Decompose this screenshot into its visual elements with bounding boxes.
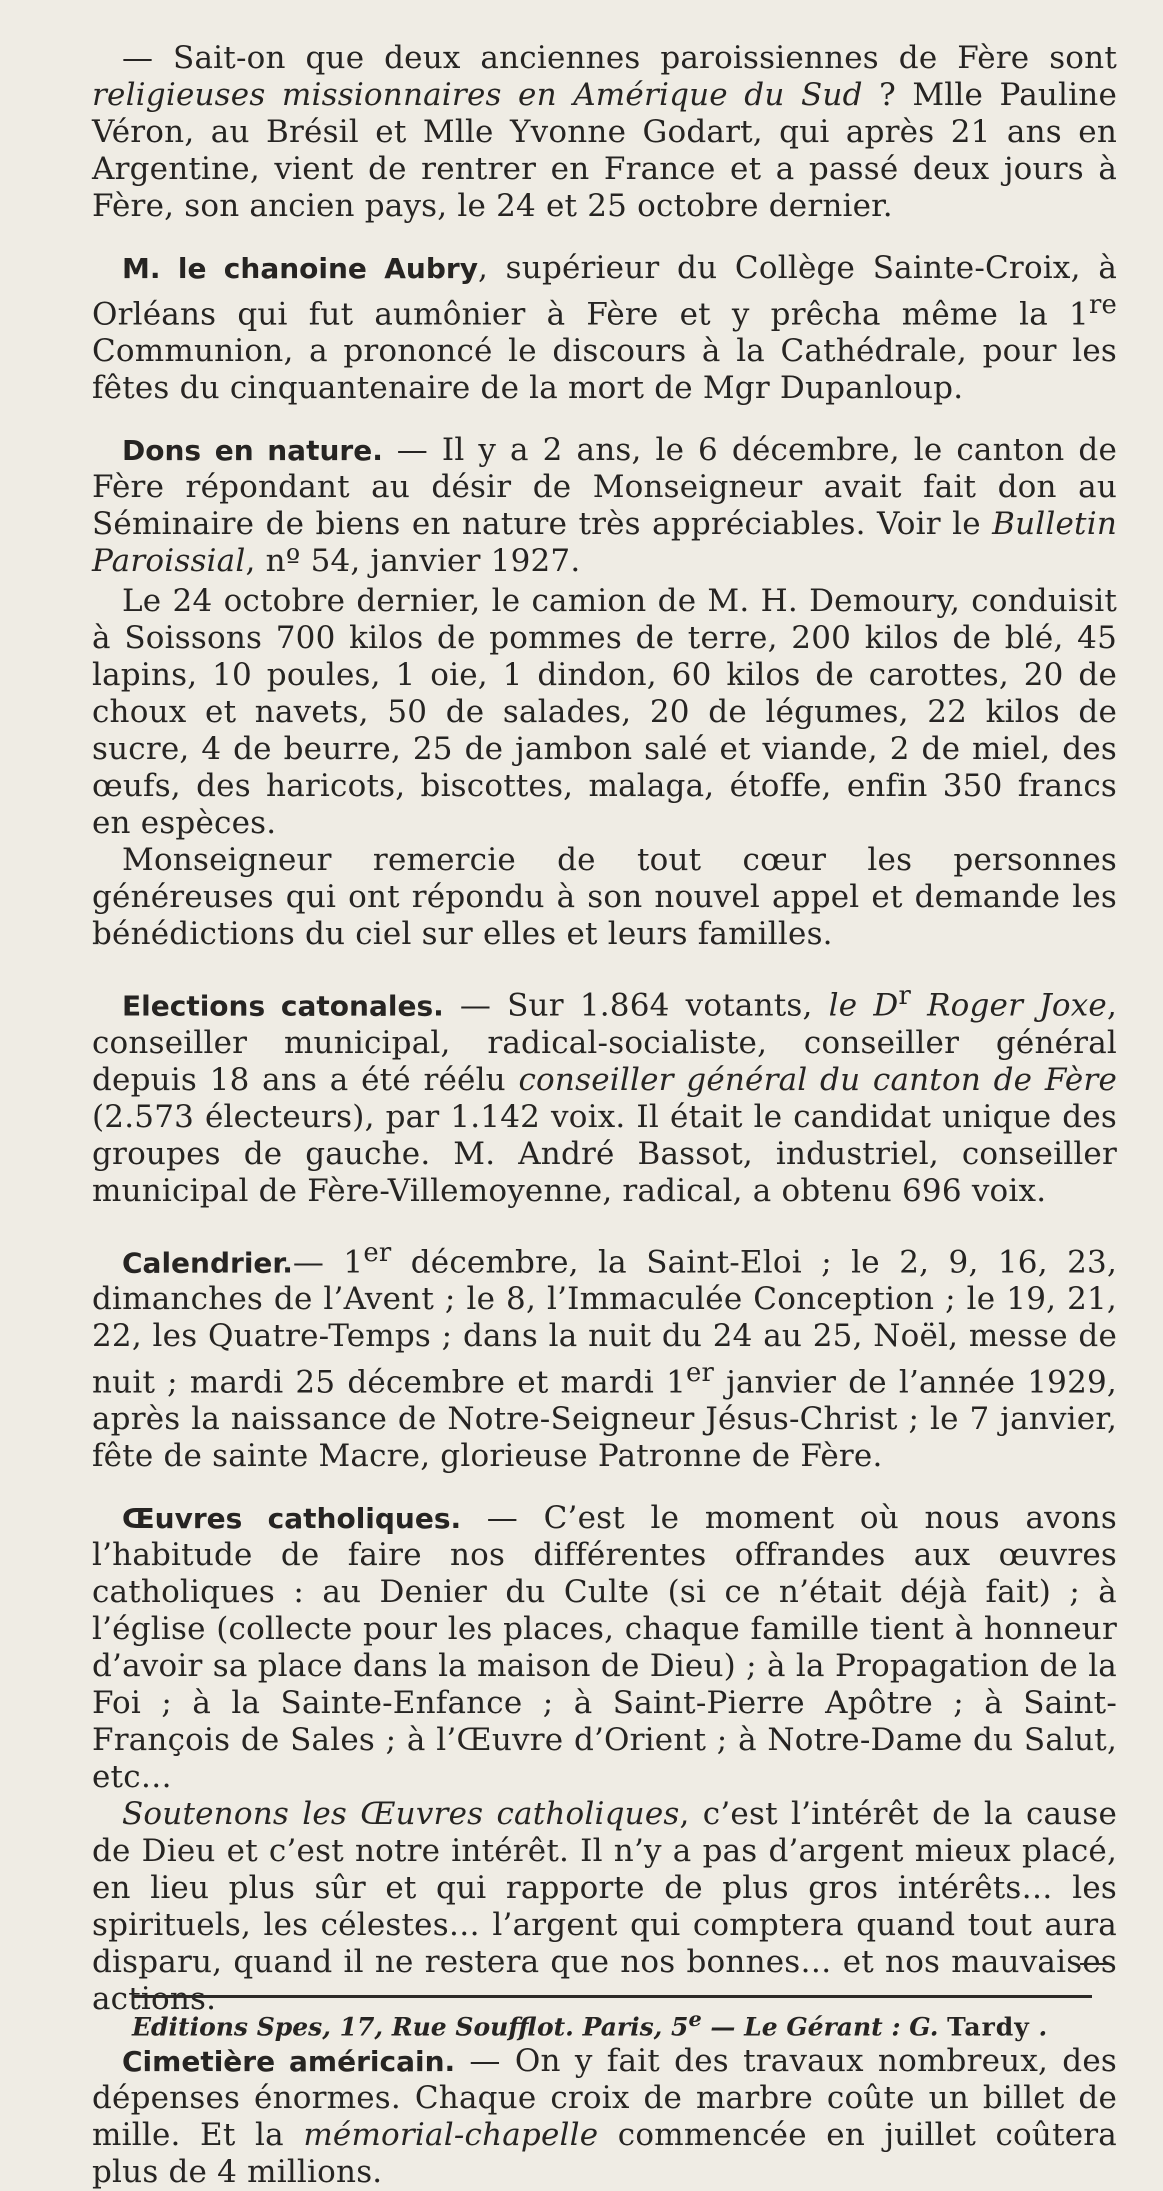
superscript: re [1088,290,1117,320]
text: ? Mlle Pauline Véron, au Brésil et Mlle Yvonne Godart, qui après 21 ans en Argentine, vient de rentrer en France et a passé deux jours à Fère, son ancien pays, le 24 et 25 octobre dernier. [92,77,1117,224]
text: Monseigneur remercie de tout cœur les personnes généreuses qui ont répondu à son nouvel appel et demande les bénédictions du ciel sur elles et leurs familles. [92,842,1117,953]
section-heading: Dons en nature. [122,434,383,468]
manager-name: Tardy [947,2012,1030,2042]
section-heading: Calendrier. [122,1245,293,1279]
text: — Sur 1.864 votants, [443,987,829,1024]
emphasis: conseiller général du canton de Fère [518,1061,1117,1098]
emphasis: Bulletin Paroissial [92,506,1117,580]
paragraph-calendrier [92,1235,1117,1476]
section-heading: Elections catonales. [122,989,444,1023]
paragraph-dons-en-nature [92,432,1117,580]
publisher-address: Editions Spes, 17, Rue Soufflot. Paris, 5 [132,2012,689,2042]
paragraph-camion [92,583,1117,842]
paragraph-missionaries [92,40,1117,225]
text: — Sait-on que deux anciennes paroissiennes de Fère sont [122,40,1117,76]
text: Communion, a prononcé le discours à la Cathédrale, pour les fêtes du cinquantenaire de la mort de Mgr Dupanloup. [92,333,1117,407]
text: (2.573 électeurs), par 1.142 voix. Il était le candidat unique des groupes de gauche. M. André Bassot, industriel, conseiller municipal de Fère-Villemoyenne, radical, a obtenu 696 voix. [92,1098,1117,1209]
emphasis: Roger Joxe [911,987,1107,1024]
text: — C’est le moment où nous avons l’habitude de faire nos différentes offrandes aux œuvres catholiques : au Denier du Culte (si ce n’était déjà fait) ; à l’église (collecte pour les places, chaque famille tient à honneur d’avoir sa place dans la maison de Dieu) ; à la Propagation de la Foi ; à la Sainte-Enfance ; à Saint-Pierre Apôtre ; à Saint-François de Sales ; à l’Œuvre d’Orient ; à Notre-Dame du Salut, etc… [92,1500,1118,1796]
superscript: e [688,2006,702,2031]
text-column [92,40,1117,2191]
text: commencée en juillet coûtera plus de 4 millions. [92,2117,1117,2191]
imprint-footer [132,2004,1112,2042]
footer-divider [132,1995,1092,1998]
manager-label: — Le Gérant : G. [701,2012,948,2042]
superscript: er [686,1357,715,1388]
emphasis: le D [828,987,899,1024]
emphasis: religieuses missionnaires en Amérique du Sud [92,77,863,113]
text: , conseiller municipal, radical-socialiste, conseiller général depuis 18 ans a été réélu [92,987,1117,1098]
text: , nº 54, janvier 1927. [245,543,581,580]
text: , supérieur du Collège Sainte-Croix, à Orléans qui fut aumônier à Fère et y prêcha même la 1 [92,250,1117,333]
emphasis: Soutenons les Œuvres catholiques [122,1796,680,1833]
text: — Il y a 2 ans, le 6 décembre, le canton de Fère répondant au désir de Monseigneur avait fait don au Séminaire de biens en nature très appréciables. Voir le [92,432,1117,543]
text: — 1 [292,1243,364,1280]
section-heading: Cimetière américain. [122,2045,456,2079]
paragraph-soutenons [92,1796,1117,2018]
text: — On y fait des travaux nombreux, des dépenses énormes. Chaque croix de marbre coûte un billet de mille. Et la [92,2043,1118,2154]
paragraph-remerciements [92,842,1117,953]
end-rule [1080,1963,1110,1965]
section-heading: M. le chanoine Aubry [122,252,478,285]
text: décembre, la Saint-Eloi ; le 2, 9, 16, 23, dimanches de l’Avent ; le 8, l’Immaculée Conception ; le 19, 21, 22, les Quatre-Temps ; dans la nuit du 24 au 25, Noël, messe de nuit ; mardi 25 décembre et mardi 1 [92,1243,1117,1401]
footer-end: . [1029,2012,1048,2042]
superscript: r [898,981,912,1012]
paragraph-elections [92,978,1117,1209]
emphasis: mémorial-chapelle [303,2117,599,2154]
text: janvier de l’année 1929, après la naissance de Notre-Seigneur Jésus-Christ ; le 7 janvier, fête de sainte Macre, glorieuse Patronne de Fère. [92,1364,1117,1475]
paragraph-chanoine-aubry [92,250,1117,407]
section-heading: Œuvres catholiques. [122,1502,462,1536]
superscript: er [363,1237,392,1268]
paragraph-oeuvres [92,1500,1117,1796]
paragraph-cimetiere [92,2043,1117,2191]
text: Le 24 octobre dernier, le camion de M. H. Demoury, conduisit à Soissons 700 kilos de pommes de terre, 200 kilos de blé, 45 lapins, 10 poules, 1 oie, 1 dindon, 60 kilos de carottes, 20 de choux et navets, 50 de salades, 20 de légumes, 22 kilos de sucre, 4 de beurre, 25 de jambon salé et viande, 2 de miel, des œufs, des haricots, biscottes, malaga, étoffe, enfin 350 francs en espèces. [92,583,1117,842]
text: , c’est l’intérêt de la cause de Dieu et c’est notre intérêt. Il n’y a pas d’argent mieux placé, en lieu plus sûr et qui rapporte de plus gros intérêts… les spirituels, les célestes… l’argent qui comptera quand tout aura disparu, quand il ne restera que nos bonnes… et nos mauvaises actions. [92,1796,1118,2018]
